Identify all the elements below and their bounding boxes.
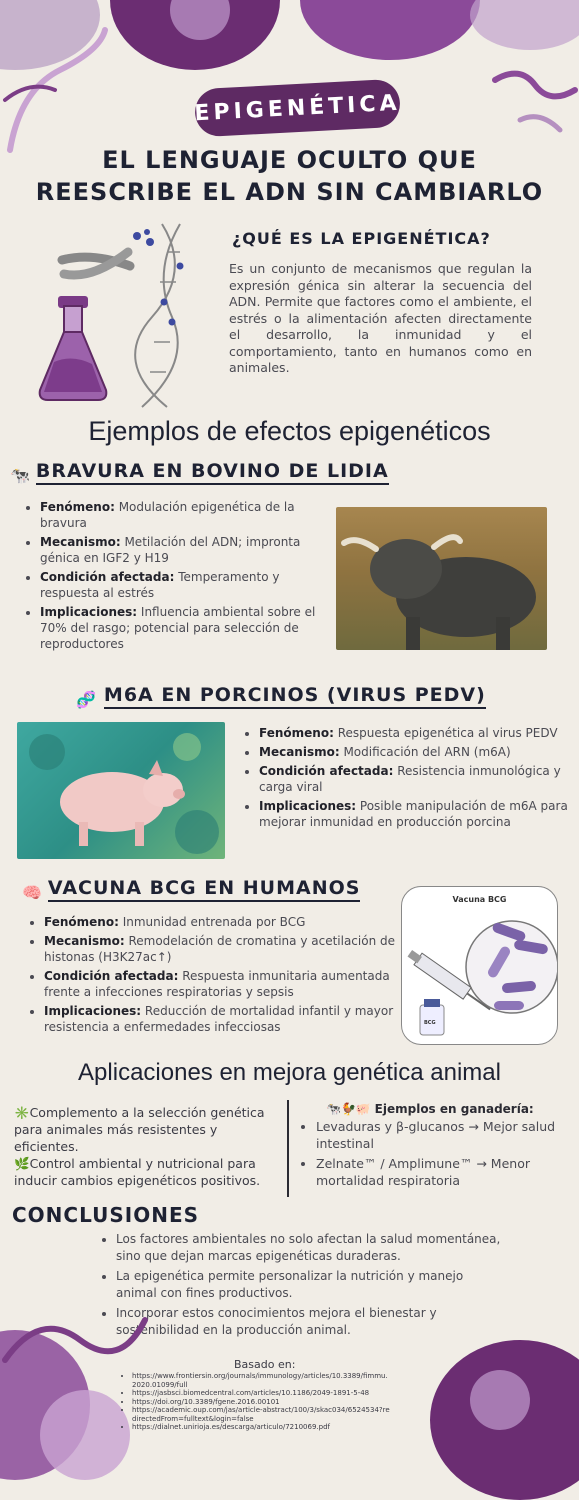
case1-title: BRAVURA EN BOVINO DE LIDIA	[36, 460, 389, 485]
case3-item: • Fenómeno: Inmunidad entrenada por BCG	[44, 914, 399, 930]
applications-right	[300, 1102, 565, 1192]
decor-blob-top-right	[300, 0, 480, 60]
bull-icon	[336, 507, 547, 650]
case2-item: • Condición afectada: Resistencia inmunológica y carga viral	[259, 763, 579, 795]
reference-link[interactable]: • https://dialnet.unirioja.es/descarga/articulo/7210069.pdf	[132, 1423, 390, 1432]
cow-icon: 🐄	[10, 466, 30, 485]
case2-item: • Mecanismo: Modificación del ARN (m6A)	[259, 744, 579, 760]
brain-icon: 🧠	[22, 883, 42, 902]
applications-left-item: 🌿Control ambiental y nutricional para inducir cambios epigenéticos positivos.	[14, 1156, 261, 1188]
applications-left-item: ✳️Complemento a la selección genética para animales más resistentes y eficientes.	[14, 1105, 265, 1154]
case3-list	[28, 914, 399, 1038]
case2-list	[243, 725, 579, 833]
reference-link[interactable]: • https://jasbsci.biomedcentral.com/articles/10.1186/2049-1891-5-48	[132, 1389, 390, 1398]
bcg-image-label: Vacuna BCG	[452, 895, 507, 904]
references-list	[120, 1372, 390, 1432]
decor-squiggle-top-right	[490, 60, 579, 150]
bcg-vaccine-illustration	[401, 886, 558, 1045]
reference-link[interactable]: • https://doi.org/10.3389/fgene.2016.00101	[132, 1398, 390, 1407]
topic-badge: EPIGENÉTICA	[194, 79, 401, 138]
livestock-heading: Ejemplos en ganadería:	[374, 1102, 534, 1116]
case1-item: • Implicaciones: Influencia ambiental sobre el 70% del rasgo; potencial para selección de reproductores	[40, 604, 330, 652]
conclusions-list	[100, 1231, 504, 1342]
livestock-list	[300, 1118, 565, 1189]
case3-item: • Condición afectada: Respuesta inmunitaria aumentada frente a infecciones respiratorias y sepsis	[44, 968, 399, 1000]
examples-heading: Ejemplos de efectos epigenéticos	[88, 416, 491, 446]
livestock-item: • Levaduras y β-glucanos → Mejor salud intestinal	[316, 1118, 565, 1152]
case2-title: M6A EN PORCINOS (VIRUS PEDV)	[104, 684, 486, 709]
dna-icon	[135, 224, 183, 407]
conclusion-item: • Incorporar estos conocimientos mejora el bienestar y sostenibilidad en la producción animal.	[116, 1305, 504, 1339]
conclusion-item: • Los factores ambientales no solo afectan la salud momentánea, sino que dejan marcas epigenéticas duraderas.	[116, 1231, 504, 1265]
pig-icon	[17, 722, 225, 859]
case1-item: • Condición afectada: Temperamento y respuesta al estrés	[40, 569, 330, 601]
pig-photo	[17, 722, 225, 859]
decor-blob-bottom-right-inner	[470, 1370, 530, 1430]
references-heading: Basado en:	[234, 1358, 296, 1371]
applications-heading: Aplicaciones en mejora genética animal	[78, 1059, 501, 1086]
case2-item: • Implicaciones: Posible manipulación de m6A para mejorar inmunidad en producción porcina	[259, 798, 579, 830]
bull-photo	[336, 507, 547, 650]
main-title	[0, 144, 579, 208]
what-heading: ¿QUÉ ES LA EPIGENÉTICA?	[232, 229, 491, 248]
case3-title: VACUNA BCG EN HUMANOS	[48, 877, 361, 902]
lab-illustration	[32, 222, 197, 412]
case3-item: • Mecanismo: Remodelación de cromatina y acetilación de histonas (H3K27ac↑)	[44, 933, 399, 965]
reference-link[interactable]: • https://academic.oup.com/jas/article-abstract/100/3/skac034/6524534?redirectedFrom=fulltext&login=false	[132, 1406, 390, 1423]
what-text: Es un conjunto de mecanismos que regulan la expresión génica sin alterar la secuencia del ADN. Permite que factores como el ambiente, el estrés o la alimentación afecten directamente el desarrollo, la inmunidad y el comportamiento, tanto en humanos como en animales.	[229, 261, 532, 375]
sparkle-icon: ✳️	[14, 1105, 30, 1120]
bcg-vial-label: BCG	[424, 1020, 436, 1026]
main-title-line1: EL LENGUAJE OCULTO QUE	[102, 146, 477, 174]
decor-blob-bottom-left2	[40, 1390, 130, 1480]
conclusion-item: • La epigenética permite personalizar la nutrición y manejo animal con fines productivos.	[116, 1268, 504, 1302]
case2-item: • Fenómeno: Respuesta epigenética al virus PEDV	[259, 725, 579, 741]
applications-divider	[287, 1100, 289, 1197]
case1-item: • Mecanismo: Metilación del ADN; impronta génica en IGF2 y H19	[40, 534, 330, 566]
conclusions-heading: CONCLUSIONES	[12, 1203, 200, 1227]
livestock-icon: 🐄🐓🐖	[326, 1102, 371, 1116]
main-title-line2: REESCRIBE EL ADN SIN CAMBIARLO	[35, 178, 544, 206]
livestock-header	[300, 1102, 565, 1116]
case3-header	[22, 877, 360, 902]
case1-item: • Fenómeno: Modulación epigenética de la bravura	[40, 499, 330, 531]
decor-squiggle-bottom-left	[0, 1300, 150, 1380]
chromosome-icon	[62, 229, 154, 275]
reference-link[interactable]: • https://www.frontiersin.org/journals/immunology/articles/10.3389/fimmu.2020.01099/full	[132, 1372, 390, 1389]
decor-blob-top-right2	[470, 0, 579, 50]
leaf-icon: 🌿	[14, 1156, 30, 1171]
livestock-item: • Zelnate™ / Amplimune™ → Menor mortalidad respiratoria	[316, 1155, 565, 1189]
case1-header	[10, 460, 389, 485]
case3-item: • Implicaciones: Reducción de mortalidad infantil y mayor resistencia a enfermedades infecciosas	[44, 1003, 399, 1035]
case2-header	[76, 684, 486, 709]
dna-emoji-icon: 🧬	[76, 690, 96, 709]
decor-squiggle-top-left	[0, 20, 110, 160]
case1-list	[24, 499, 330, 655]
flask-icon	[40, 296, 107, 400]
applications-left	[14, 1104, 282, 1189]
